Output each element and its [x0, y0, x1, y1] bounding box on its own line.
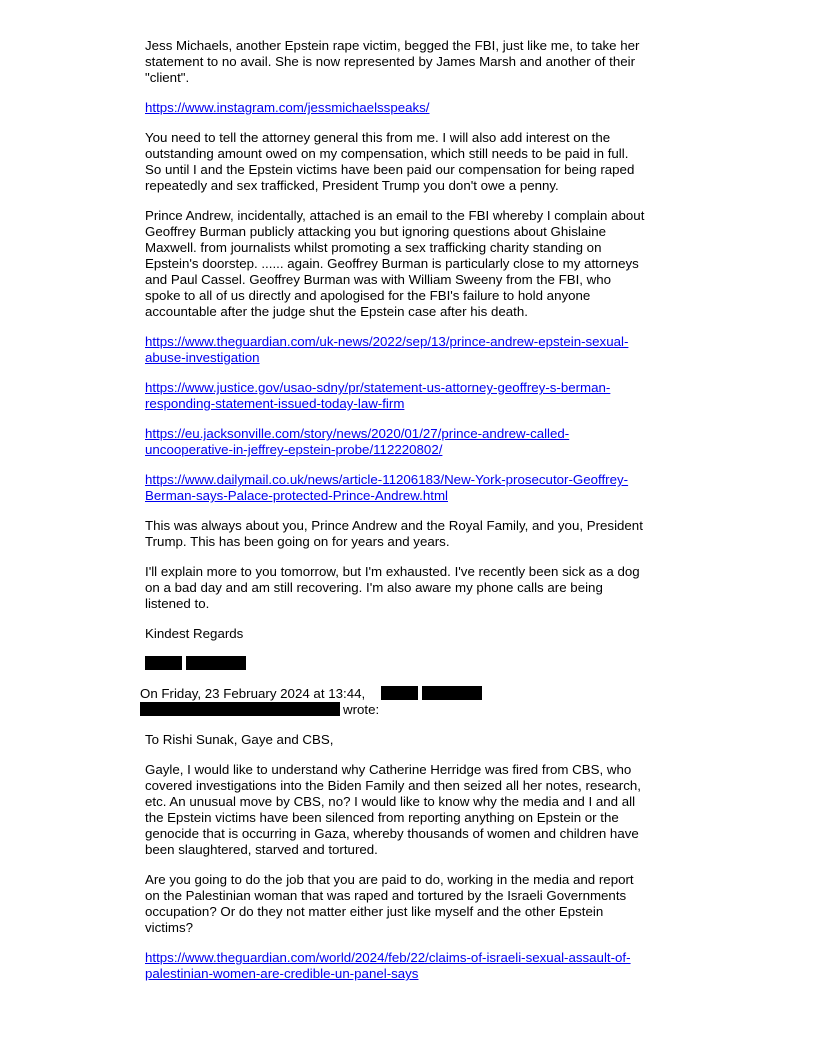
link-guardian-un-panel-paragraph: [145, 950, 680, 982]
link-instagram[interactable]: https://www.instagram.com/jessmichaelsspeaks/: [145, 100, 430, 115]
redacted-signature-last: [186, 656, 246, 670]
paragraph-attorney-general: You need to tell the attorney general this from me. I will also add interest on the outstanding amount owed on my compensation, which still needs to be paid in full. So until I and the Epstein victims have been paid our compensation for being raped repeatedly and sex trafficked, President Trump you don't owe a penny.: [145, 130, 635, 193]
paragraph-explain-tomorrow: I'll explain more to you tomorrow, but I'm exhausted. I've recently been sick as a dog on a bad day and am still recovering. I'm also aware my phone calls are being listened to.: [145, 564, 640, 611]
paragraph-prince-andrew: Prince Andrew, incidentally, attached is an email to the FBI whereby I complain about Geoffrey Burman publicly attacking you but ignoring questions about Ghislaine Maxwell. from journalists whilst promoting a sex trafficking charity standing on Epstein's doorstep. ...... again. Geoffrey Burman is particularly close to my attorneys and Paul Cassel. Geoffrey Burman was with William Sweeny from the FBI, who spoke to all of us directly and apologised for the FBI's failure to hold anyone accountable after the judge shut the Epstein case after his death.: [145, 208, 645, 319]
link-guardian-prince-andrew[interactable]: https://www.theguardian.com/uk-news/2022/sep/13/prince-andrew-epstein-sexual- abuse-investigation: [145, 334, 629, 365]
link-guardian-un-panel[interactable]: https://www.theguardian.com/world/2024/feb/22/claims-of-israeli-sexual-assault-of- palestinian-women-are-credible-un-panel-says: [145, 950, 631, 981]
link-dailymail[interactable]: https://www.dailymail.co.uk/news/article-11206183/New-York-prosecutor-Geoffrey- Berman-says-Palace-protected-Prince-Andrew.html: [145, 472, 629, 503]
redacted-sender-last: [422, 686, 482, 700]
paragraph-jess-michaels: Jess Michaels, another Epstein rape victim, begged the FBI, just like me, to take her statement to no avail. She is now represented by James Marsh and another of their "client".: [145, 38, 640, 85]
link-justice-gov-paragraph: [145, 380, 680, 412]
link-instagram-paragraph: [145, 100, 680, 116]
quote-header-date: On Friday, 23 February 2024 at 13:44,: [140, 686, 366, 701]
link-dailymail-paragraph: [145, 472, 680, 504]
link-guardian-prince-andrew-paragraph: [145, 334, 680, 366]
link-jacksonville[interactable]: https://eu.jacksonville.com/story/news/2020/01/27/prince-andrew-called- uncooperative-in-jeffrey-epstein-probe/112220802/: [145, 426, 570, 457]
quote-header-wrote: wrote:: [343, 702, 380, 717]
redacted-sender-email: [140, 702, 340, 716]
paragraph-gayle-cbs: Gayle, I would like to understand why Catherine Herridge was fired from CBS, who covered investigations into the Biden Family and then seized all her notes, research, etc. An unusual move by CBS, no? I would like to know why the media and I and all the Epstein victims have been silenced from reporting anything on Epstein or the genocide that is occurring in Gaza, whereby thousands of women and children have been slaughtered, starved and tortured.: [145, 762, 641, 857]
greeting: To Rishi Sunak, Gaye and CBS,: [145, 732, 334, 747]
link-jacksonville-paragraph: [145, 426, 680, 458]
paragraph-job-media: Are you going to do the job that you are paid to do, working in the media and report on the Palestinian woman that was raped and tortured by the Israeli Governments occupation? Or do they not matter either just like myself and the other Epstein victims?: [145, 872, 634, 935]
signoff: Kindest Regards: [145, 626, 244, 641]
redacted-sender-first: [381, 686, 418, 700]
link-justice-gov[interactable]: https://www.justice.gov/usao-sdny/pr/statement-us-attorney-geoffrey-s-berman- responding-statement-issued-today-law-firm: [145, 380, 611, 411]
paragraph-royal-family: This was always about you, Prince Andrew and the Royal Family, and you, President Trump. This has been going on for years and years.: [145, 518, 643, 549]
redacted-signature-first: [145, 656, 182, 670]
